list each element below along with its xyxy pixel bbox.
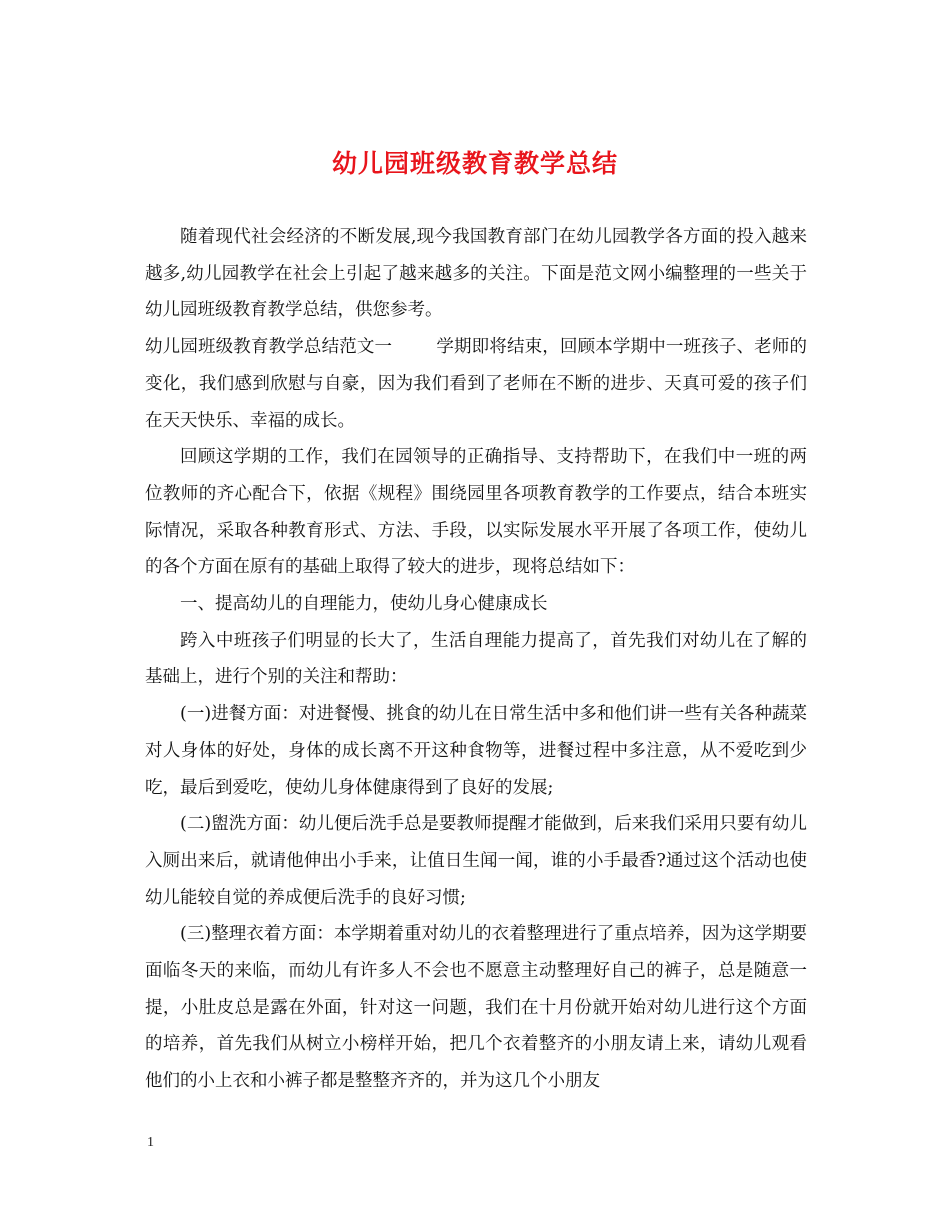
body-paragraph: 跨入中班孩子们明显的长大了，生活自理能力提高了，首先我们对幼儿在了解的基础上，进行个别的关注和帮助： <box>145 630 807 688</box>
document-body <box>145 219 807 1100</box>
page-number: 1 <box>147 1135 154 1150</box>
section-heading: 一、提高幼儿的自理能力，使幼儿身心健康成长 <box>180 594 548 615</box>
intro-paragraph: 随着现代社会经济的不断发展,现今我国教育部门在幼儿园教学各方面的投入越来越多,幼儿园教学在社会上引起了越来越多的关注。下面是范文网小编整理的一些关于幼儿园班级教育教学总结，供您参考。 <box>145 227 807 321</box>
body-paragraph: (一)进餐方面：对进餐慢、挑食的幼儿在日常生活中多和他们讲一些有关各种蔬菜对人身体的好处，身体的成长离不开这种食物等，进餐过程中多注意，从不爱吃到少吃，最后到爱吃，使幼儿身体健康得到了良好的发展; <box>145 704 807 798</box>
body-paragraph: 回顾这学期的工作，我们在园领导的正确指导、支持帮助下，在我们中一班的两位教师的齐心配合下，依据《规程》围绕园里各项教育教学的工作要点，结合本班实际情况，采取各种教育形式、方法、手段，以实际发展水平开展了各项工作，使幼儿的各个方面在原有的基础上取得了较大的进步，现将总结如下： <box>145 447 807 578</box>
document-title: 幼儿园班级教育教学总结 <box>331 149 618 178</box>
sample-paragraph <box>145 329 807 439</box>
sample-opening: 学期即将结束，回顾本学期中一班孩子、老师的变化，我们感到欣慰与自豪，因为我们看到了老师在不断的进步、天真可爱的孩子们在天天快乐、幸福的成长。 <box>145 337 808 431</box>
body-paragraph: (二)盥洗方面：幼儿便后洗手总是要教师提醒才能做到，后来我们采用只要有幼儿入厕出来后，就请他伸出小手来，让值日生闻一闻，谁的小手最香?通过这个活动也使幼儿能较自觉的养成便后洗手的良好习惯; <box>145 814 807 908</box>
body-paragraph: (三)整理衣着方面：本学期着重对幼儿的衣着整理进行了重点培养，因为这学期要面临冬天的来临，而幼儿有许多人不会也不愿意主动整理好自己的裤子，总是随意一提，小肚皮总是露在外面，针对这一问题，我们在十月份就开始对幼儿进行这个方面的培养，首先我们从树立小榜样开始，把几个衣着整齐的小朋友请上来，请幼儿观看他们的小上衣和小裤子都是整整齐齐的，并为这几个小朋友 <box>145 924 807 1092</box>
sample-heading: 幼儿园班级教育教学总结范文一 <box>145 337 393 358</box>
